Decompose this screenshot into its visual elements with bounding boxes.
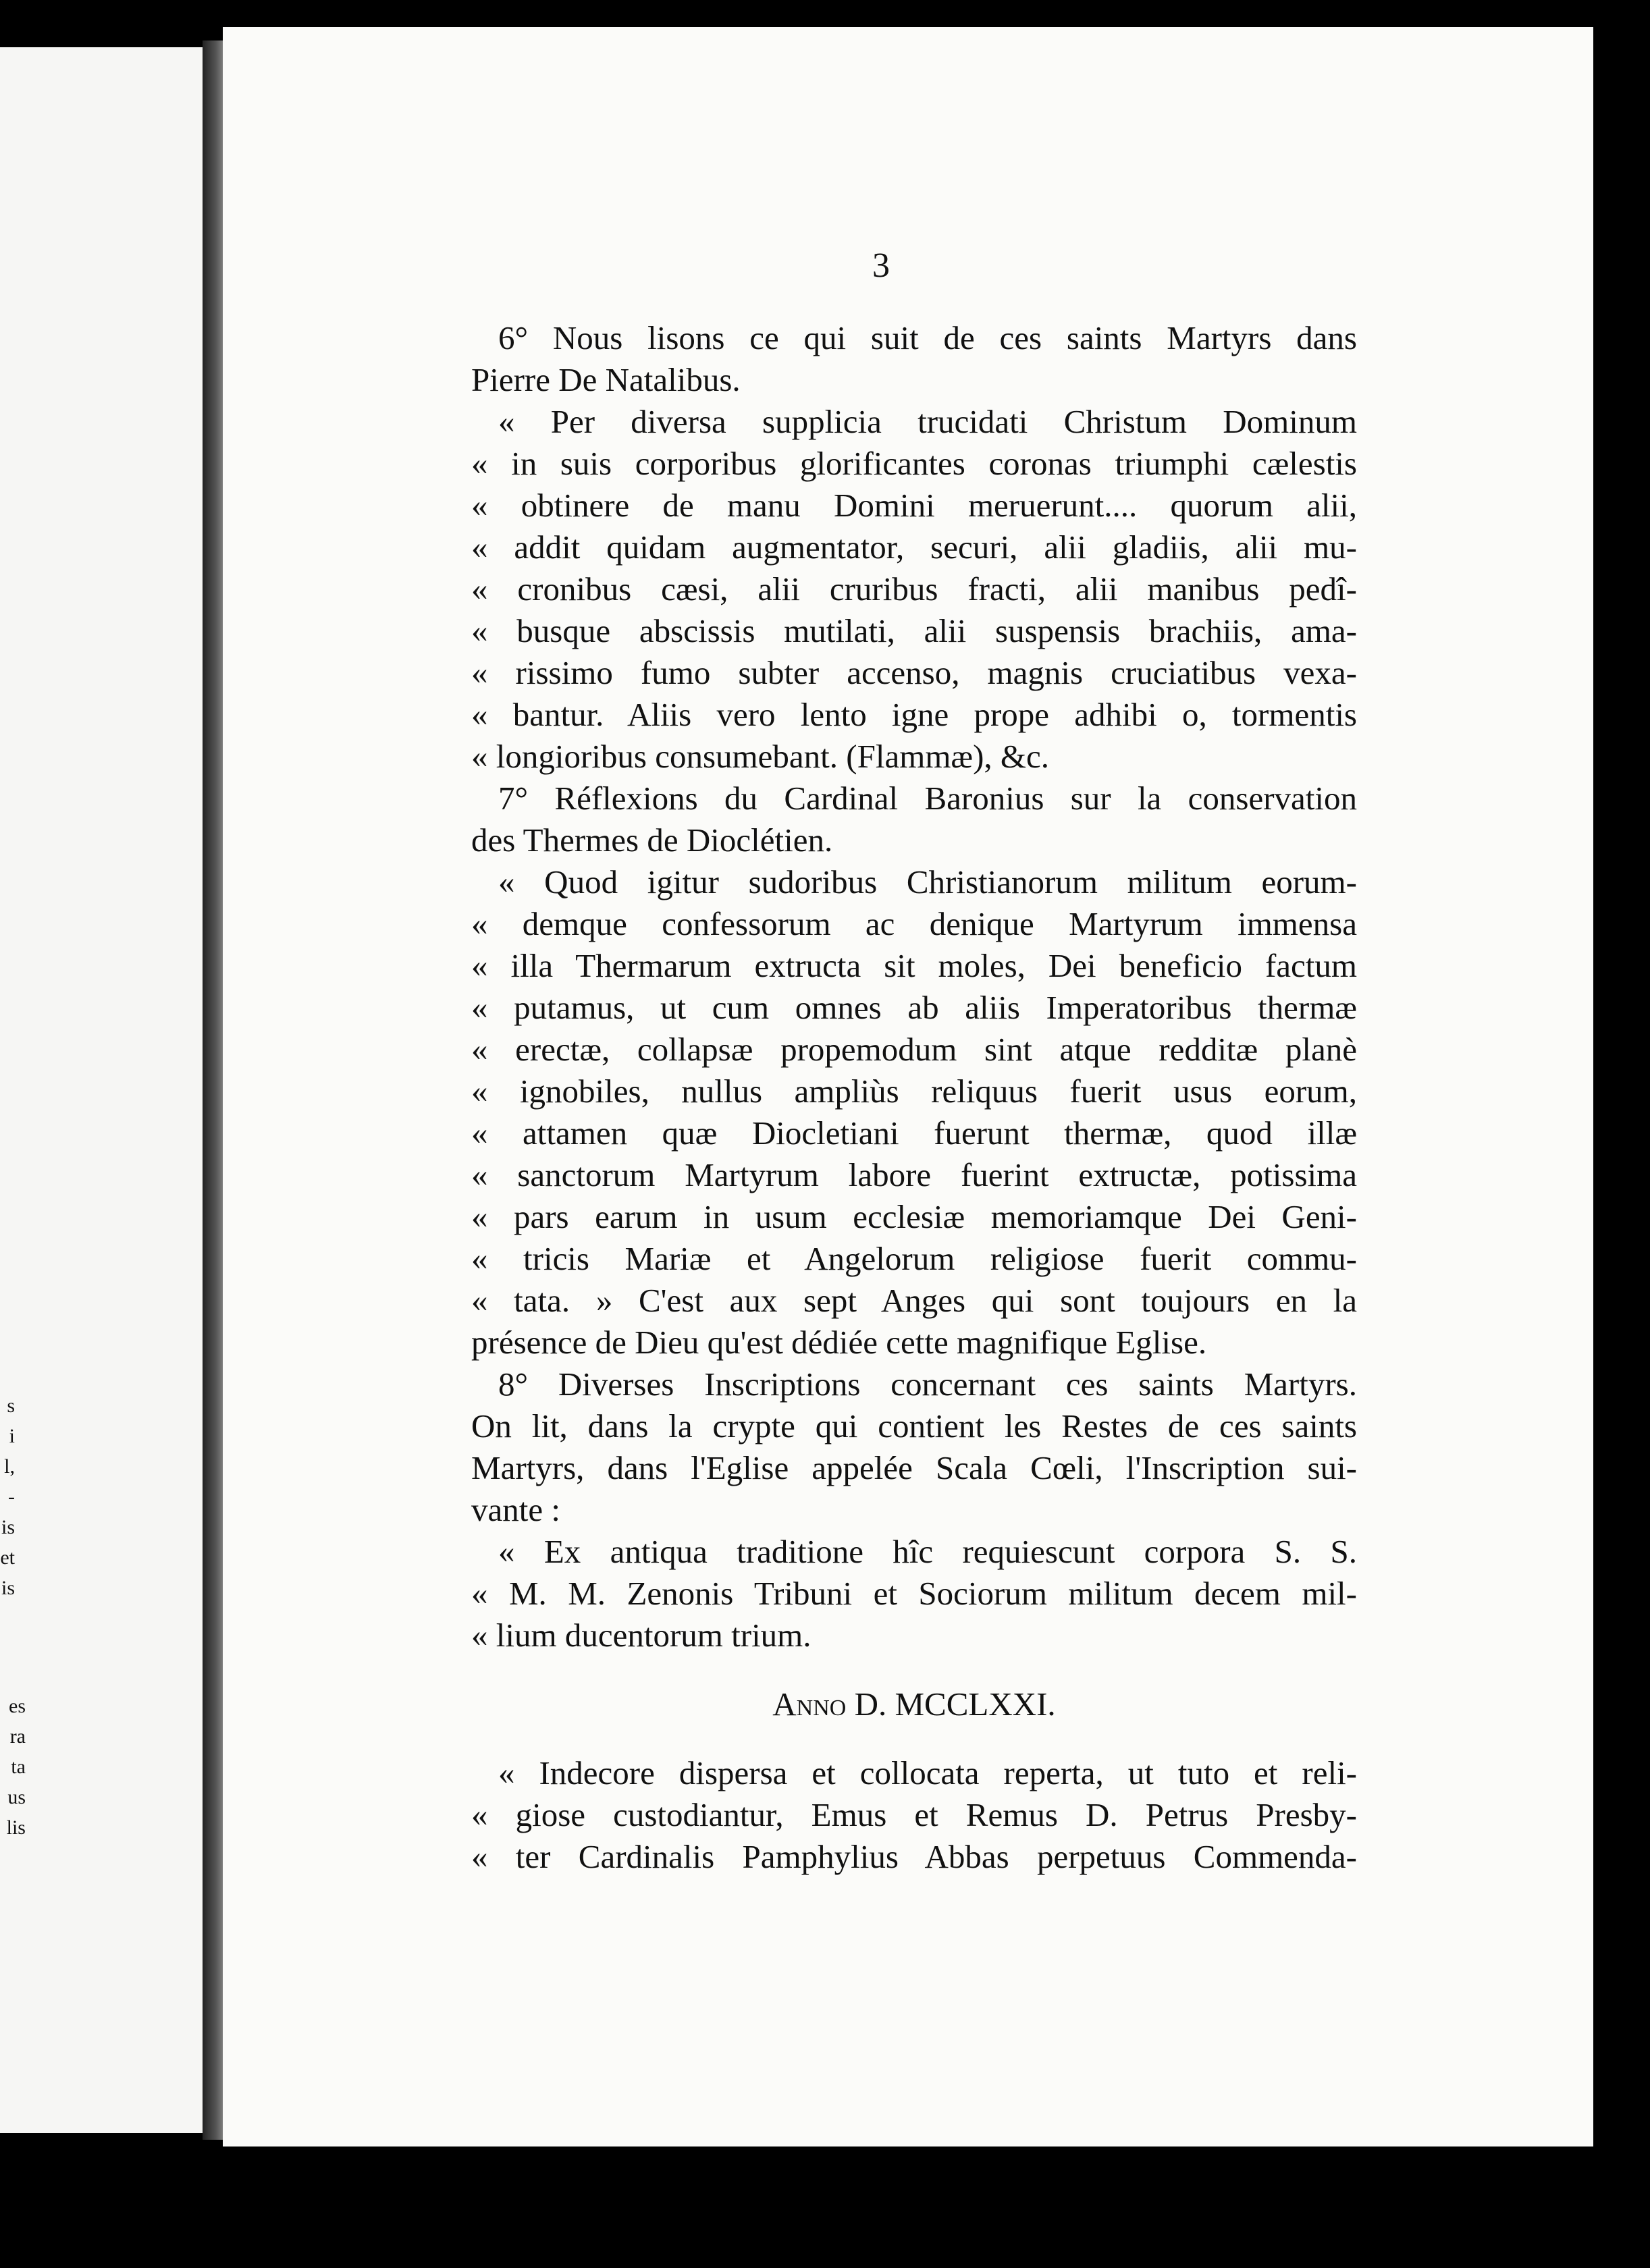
facing-page-fragment-line: et — [0, 1546, 15, 1569]
text-line: « putamus, ut cum omnes ab aliis Imperatoribus thermæ — [471, 989, 1357, 1026]
page-body-text — [471, 317, 1357, 1878]
text-line: des Thermes de Dioclétien. — [471, 821, 833, 859]
facing-page-fragment-line: i — [9, 1425, 15, 1447]
text-line: « tricis Mariæ et Angelorum religiose fuerit commu- — [471, 1240, 1357, 1277]
facing-page-fragment-line: s — [7, 1395, 15, 1417]
text-line: « pars earum in usum ecclesiæ memoriamque Dei Geni- — [471, 1198, 1357, 1235]
text-line: présence de Dieu qu'est dédiée cette magnifique Eglise. — [471, 1324, 1207, 1361]
text-line: « longioribus consumebant. (Flammæ), &c. — [471, 738, 1050, 775]
text-line: 6° Nous lisons ce qui suit de ces saints Martyrs dans — [498, 319, 1357, 356]
text-line: « illa Thermarum extructa sit moles, Dei beneficio factum — [471, 947, 1357, 984]
text-line: 8° Diverses Inscriptions concernant ces saints Martyrs. — [498, 1366, 1357, 1403]
page-number: 3 — [872, 246, 890, 285]
text-line: « Quod igitur sudoribus Christianorum militum eorum- — [498, 863, 1357, 900]
text-line: Martyrs, dans l'Eglise appelée Scala Cœli, l'Inscription sui- — [471, 1449, 1357, 1486]
text-line: « busque abscissis mutilati, alii suspensis brachiis, ama- — [471, 612, 1357, 649]
facing-page-fragment-line: ra — [9, 1725, 26, 1748]
facing-page-fragment-line: es — [9, 1695, 26, 1717]
facing-page-fragment-line: us — [7, 1786, 26, 1808]
text-line: « Ex antiqua traditione hîc requiescunt corpora S. S. — [498, 1533, 1357, 1570]
text-line: « ignobiles, nullus ampliùs reliquus fuerit usus eorum, — [471, 1073, 1357, 1110]
facing-page-fragment — [0, 47, 203, 2133]
text-line: On lit, dans la crypte qui contient les Restes de ces saints — [471, 1407, 1357, 1444]
text-line: vante : — [471, 1491, 560, 1528]
text-line: « attamen quæ Diocletiani fuerunt thermæ, quod illæ — [471, 1114, 1357, 1152]
text-line: « tata. » C'est aux sept Anges qui sont toujours en la — [471, 1282, 1357, 1319]
text-line: « obtinere de manu Domini meruerunt.... quorum alii, — [471, 487, 1357, 524]
facing-page-fragment-line: is — [1, 1577, 15, 1599]
text-line: « M. M. Zenonis Tribuni et Sociorum militum decem mil- — [471, 1575, 1357, 1612]
text-line: « sanctorum Martyrum labore fuerint extructæ, potissima — [471, 1156, 1357, 1193]
facing-page-fragment-line: l, — [4, 1455, 15, 1478]
text-line: « Indecore dispersa et collocata reperta, ut tuto et reli- — [498, 1754, 1357, 1791]
facing-page-fragment-line: lis — [6, 1816, 26, 1839]
text-line: « lium ducentorum trium. — [471, 1617, 811, 1654]
inscription-date-heading: Anno D. MCCLXXI. — [772, 1685, 1056, 1723]
text-line: « Per diversa supplicia trucidati Christum Dominum — [498, 403, 1357, 440]
text-line: « giose custodiantur, Emus et Remus D. Petrus Presby- — [471, 1796, 1357, 1833]
text-line: « rissimo fumo subter accenso, magnis cruciatibus vexa- — [471, 654, 1357, 691]
facing-page-fragment-line: is — [1, 1516, 15, 1538]
text-line: « addit quidam augmentator, securi, alii gladiis, alii mu- — [471, 529, 1357, 566]
text-line: 7° Réflexions du Cardinal Baronius sur la conservation — [498, 780, 1357, 817]
text-line: Pierre De Natalibus. — [471, 361, 741, 398]
text-line: « demque confessorum ac denique Martyrum immensa — [471, 905, 1357, 942]
text-line: « erectæ, collapsæ propemodum sint atque redditæ planè — [471, 1031, 1357, 1068]
text-line: « cronibus cæsi, alii cruribus fracti, alii manibus pedî- — [471, 570, 1357, 608]
scan-border — [0, 2146, 1650, 2268]
facing-page-text-group — [0, 1390, 15, 1603]
text-line: « ter Cardinalis Pamphylius Abbas perpetuus Commenda- — [471, 1838, 1357, 1875]
facing-page-text-group — [0, 1691, 26, 1843]
facing-page-fragment-line: - — [8, 1486, 15, 1508]
text-line: « in suis corporibus glorificantes coronas triumphi cælestis — [471, 445, 1357, 482]
text-line: « bantur. Aliis vero lento igne prope adhibi o, tormentis — [471, 696, 1357, 733]
facing-page-fragment-line: ta — [11, 1756, 26, 1778]
